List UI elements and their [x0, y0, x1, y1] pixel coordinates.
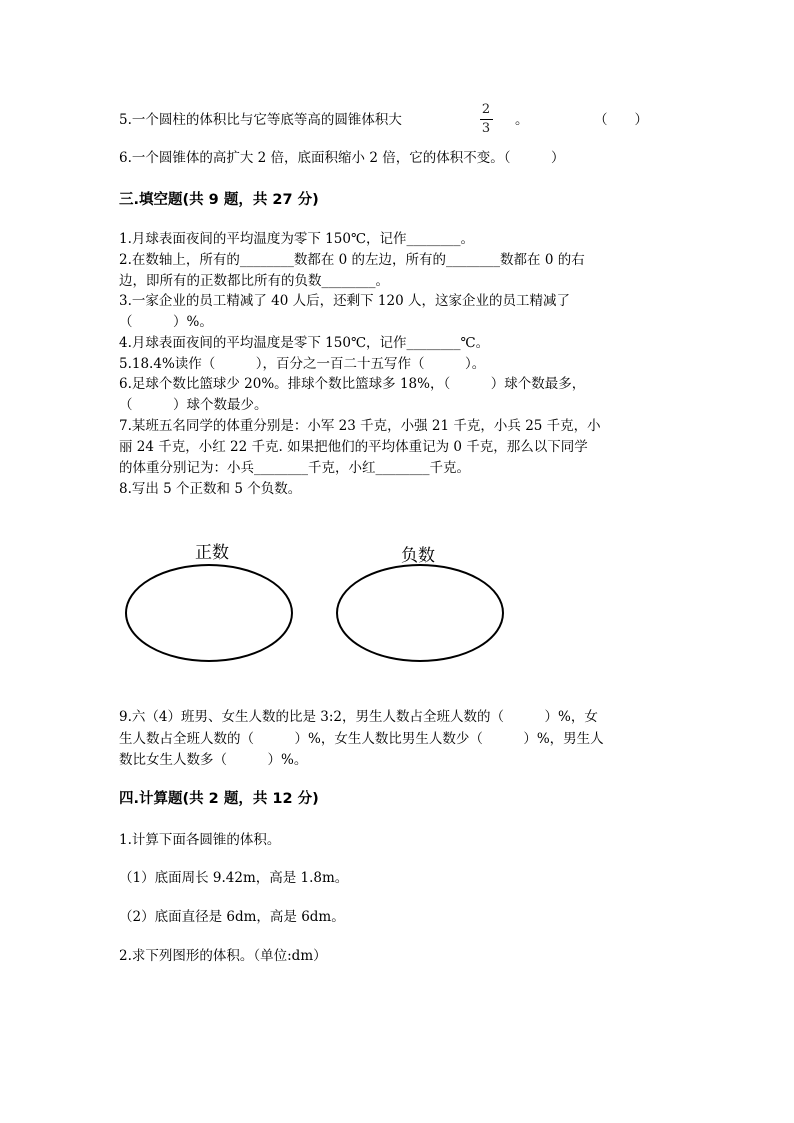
judge-q6-text: 6.一个圆锥体的高扩大 2 倍，底面积缩小 2 倍，它的体积不变。（ ） [119, 150, 565, 166]
judge-q5-period: 。 [515, 112, 529, 128]
fill-line: 8.写出 5 个正数和 5 个负数。 [119, 481, 302, 497]
fraction-denominator: 3 [481, 121, 491, 136]
fill-line: 丽 24 千克，小红 22 千克. 如果把他们的平均体重记为 0 千克，那么以下同学 [119, 439, 588, 455]
calc-q1b: （2）底面直径是 6dm，高是 6dm。 [119, 909, 345, 925]
fill-line: （ ）%。 [119, 314, 213, 330]
fill-line: 6.足球个数比篮球少 20%。排球个数比篮球多 18%，（ ）球个数最多， [119, 376, 586, 392]
fraction-numerator: 2 [481, 102, 491, 117]
number-ovals [120, 560, 510, 670]
section-heading-fill: 三.填空题(共 9 题，共 27 分) [119, 192, 319, 208]
negative-numbers-oval[interactable] [337, 565, 503, 661]
negative-numbers-label: 负数 [401, 546, 435, 566]
fill-line: 7.某班五名同学的体重分别是：小军 23 千克，小强 21 千克，小兵 25 千克，小 [119, 418, 601, 434]
fill-line: 边，即所有的正数都比所有的负数________。 [119, 273, 389, 289]
positive-numbers-oval[interactable] [126, 565, 292, 661]
calc-q1: 1.计算下面各圆锥的体积。 [119, 832, 281, 848]
calc-q2: 2.求下列图形的体积。（单位:dm） [119, 948, 327, 964]
fill-line: 4.月球表面夜间的平均温度是零下 150℃，记作________℃。 [119, 335, 490, 351]
section-heading-calc: 四.计算题(共 2 题，共 12 分) [119, 791, 319, 807]
fill-q9-line: 数比女生人数多（ ）%。 [119, 752, 308, 768]
fill-line: 3.一家企业的员工精减了 40 人后，还剩下 120 人，这家企业的员工精减了 [119, 293, 570, 309]
judge-q5-answer-blank[interactable]: （ ） [594, 112, 648, 128]
fill-line: 5.18.4%读作（ ），百分之一百二十五写作（ ）。 [119, 356, 486, 372]
judge-q5-fraction [476, 102, 496, 137]
calc-q1a: （1）底面周长 9.42m，高是 1.8m。 [119, 870, 349, 886]
fill-line: 的体重分别记为：小兵________千克，小红________千克。 [119, 460, 470, 476]
fill-line: 2.在数轴上，所有的________数都在 0 的左边，所有的________数都在 0 的右 [119, 252, 585, 268]
judge-q5-text: 5.一个圆柱的体积比与它等底等高的圆锥体积大 [119, 112, 402, 128]
fill-q9-line: 生人数占全班人数的（ ）%，女生人数比男生人数少（ ）%，男生人 [119, 731, 604, 747]
fill-line: 1.月球表面夜间的平均温度为零下 150℃，记作________。 [119, 231, 475, 247]
positive-numbers-label: 正数 [195, 543, 229, 563]
fill-line: （ ）球个数最少。 [119, 397, 268, 413]
fraction-bar [480, 119, 493, 120]
fill-q9-line: 9.六（4）班男、女生人数的比是 3:2，男生人数占全班人数的（ ）%，女 [119, 709, 598, 725]
